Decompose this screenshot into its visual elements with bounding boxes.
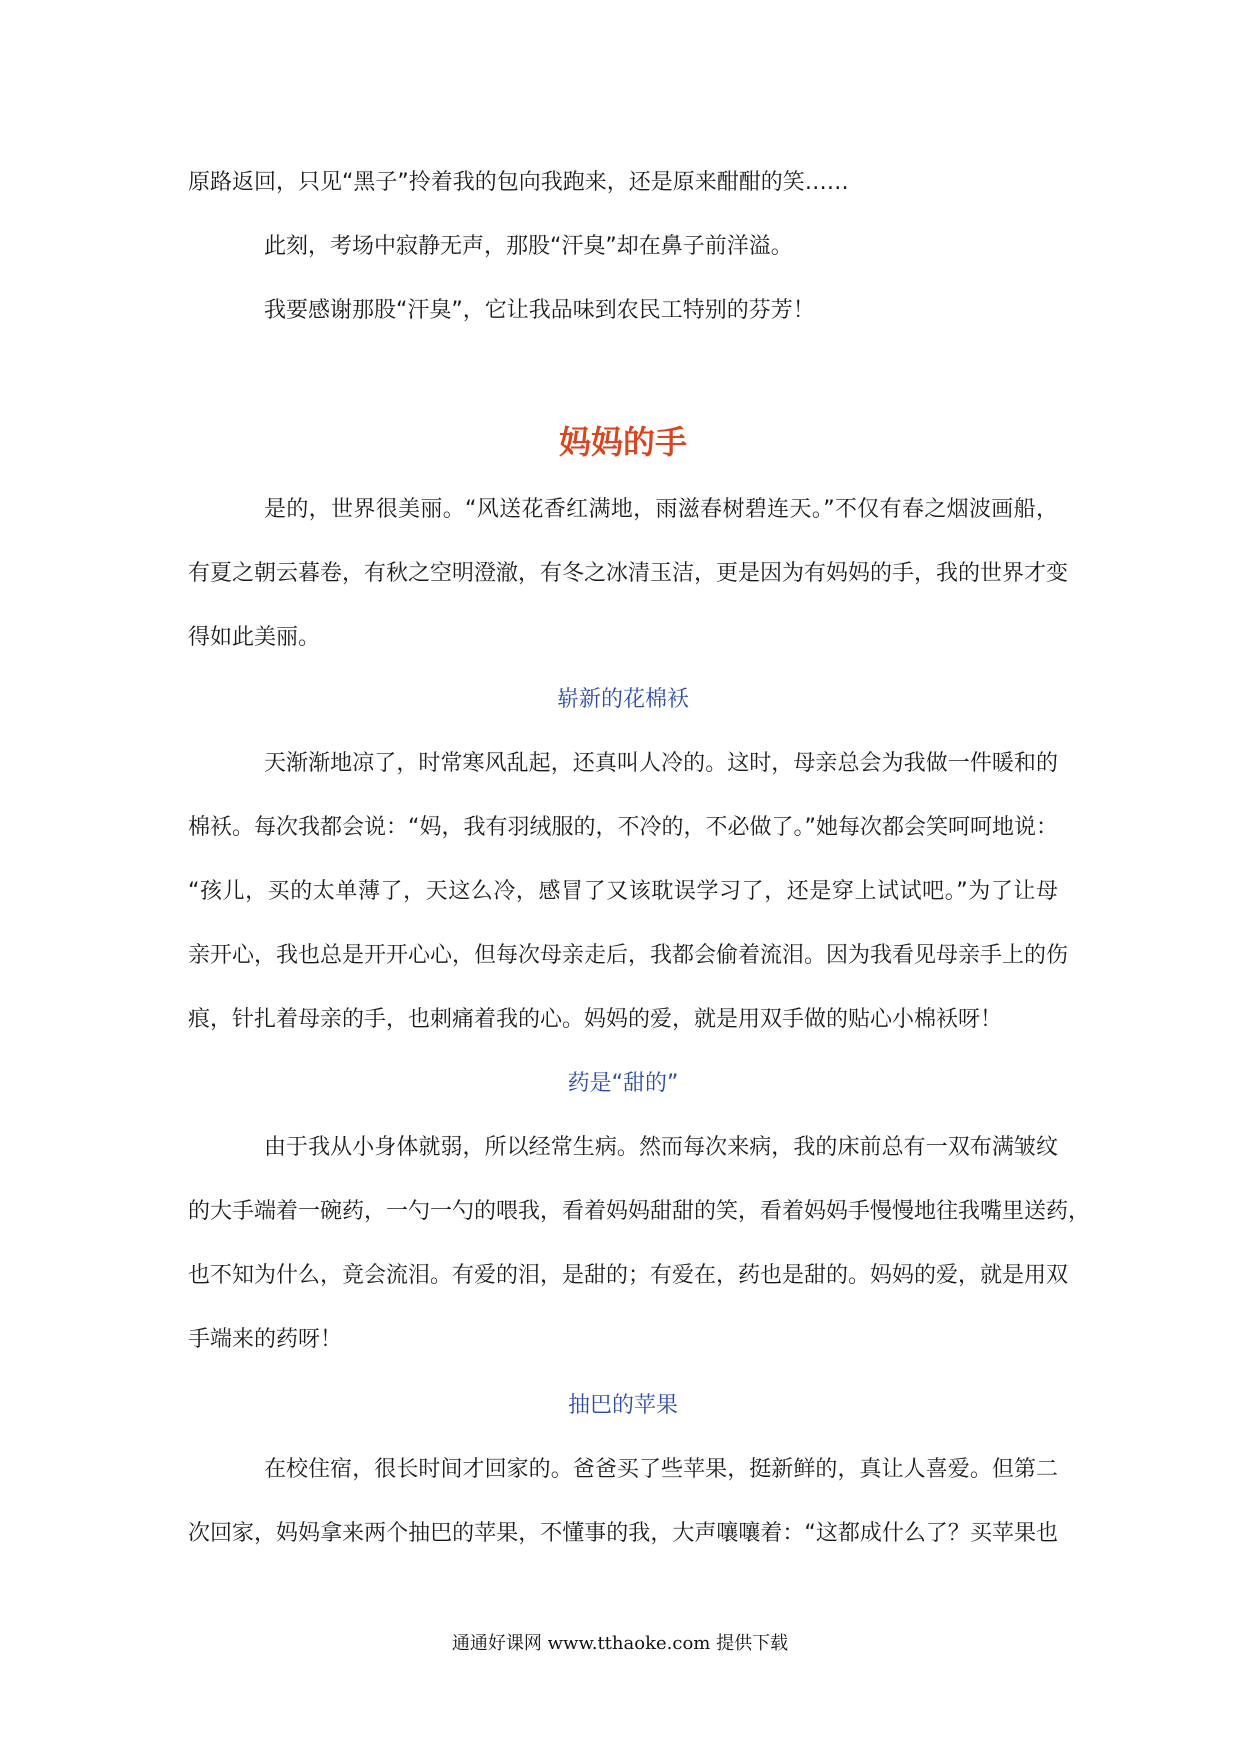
paragraph-line: 棉袄。每次我都会说：“妈，我有羽绒服的，不冷的，不必做了。”她每次都会笑呵呵地说： [188,815,1058,840]
intro-line-3: 我要感谢那股“汗臭”，它让我品味到农民工特别的芬芳！ [264,298,815,323]
paragraph-line: 的大手端着一碗药，一勺一勺的喂我，看着妈妈甜甜的笑，看着妈妈手慢慢地往我嘴里送药， [188,1199,1091,1224]
paragraph-line: 在校住宿，很长时间才回家的。爸爸买了些苹果，挺新鲜的，真让人喜爱。但第二 [264,1457,1058,1482]
paragraph-line: 也不知为什么，竟会流泪。有爱的泪，是甜的；有爱在，药也是甜的。妈妈的爱，就是用双 [188,1263,1069,1288]
paragraph-line: 是的，世界很美丽。“风送花香红满地，雨滋春树碧连天。”不仅有春之烟波画船， [264,497,1058,522]
section-title-sweet-medicine: 药是“甜的” [567,1071,679,1096]
paragraph-line: 有夏之朝云暮卷，有秋之空明澄澈，有冬之冰清玉洁，更是因为有妈妈的手，我的世界才变 [188,561,1069,586]
paragraph-line: 痕，针扎着母亲的手，也刺痛着我的心。妈妈的爱，就是用双手做的贴心小棉袄呀！ [188,1007,1003,1032]
footer-download-note: 通通好课网 www.tthaoke.com 提供下载 [451,1633,789,1654]
paragraph-line: 得如此美丽。 [188,625,321,650]
paragraph-line: 手端来的药呀！ [188,1327,343,1352]
section-title-wrinkled-apple: 抽巴的苹果 [567,1393,678,1418]
paragraph-line: 次回家，妈妈拿来两个抽巴的苹果，不懂事的我，大声嚷嚷着：“这都成什么了？买苹果也 [188,1521,1058,1546]
intro-line-1: 原路返回，只见“黑子”拎着我的包向我跑来，还是原来酣酣的笑…… [188,170,849,195]
paragraph-line: 由于我从小身体就弱，所以经常生病。然而每次来病，我的床前总有一双布满皱纹 [264,1135,1058,1160]
paragraph-line: 天渐渐地凉了，时常寒风乱起，还真叫人冷的。这时，母亲总会为我做一件暖和的 [264,751,1058,776]
paragraph-line: 亲开心，我也总是开开心心，但每次母亲走后，我都会偷着流泪。因为我看见母亲手上的伤 [188,943,1069,968]
section-title-cotton-jacket: 崭新的花棉袄 [556,687,689,712]
intro-line-2: 此刻，考场中寂静无声，那股“汗臭”却在鼻子前洋溢。 [264,234,793,259]
article-title: 妈妈的手 [558,423,687,461]
paragraph-line: “孩儿，买的太单薄了，天这么冷，感冒了又该耽误学习了，还是穿上试试吧。”为了让母 [188,879,1058,904]
